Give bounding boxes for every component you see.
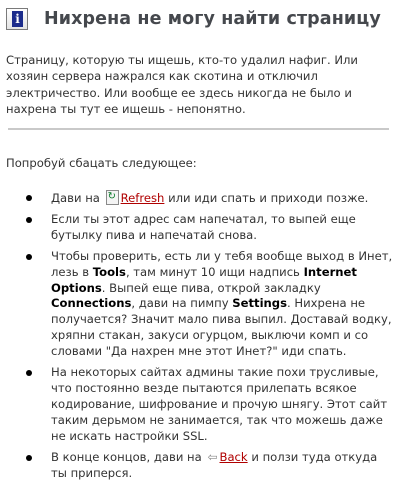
list-item: [26, 365, 394, 445]
button-name-settings: Settings: [232, 296, 287, 311]
item-text: , там минут 10 ищи надпись: [125, 264, 300, 279]
divider: [8, 128, 389, 130]
suggestions-title: Попробуй сбацать следующее:: [6, 156, 197, 170]
item-text: . Выпей еще пива, открой закладку: [101, 280, 321, 295]
item-text: , дави на пимпу: [131, 296, 229, 311]
bullet-icon: [26, 455, 32, 461]
back-arrow-icon: ⇦: [207, 449, 218, 464]
item-text: Дави на: [51, 191, 100, 205]
back-link[interactable]: Back: [219, 449, 248, 464]
refresh-icon: [106, 190, 119, 205]
list-item: [26, 212, 394, 244]
list-item: [26, 450, 394, 482]
refresh-link[interactable]: Refresh: [120, 191, 165, 205]
item-text: Чтобы проверить, есть ли у тебя вообще выход в Инет, лезь в: [51, 248, 393, 279]
bullet-icon: [26, 195, 32, 201]
item-text: . Нихрена не получается? Значит мало пива выпил. Доставай водку, хряпни стакан, закуси огурцом, выключи комп и со словами "Да нахрен мне этот Инет?" иди спать.: [51, 296, 392, 359]
menu-name-tools: Tools: [92, 264, 126, 279]
tab-name-connections: Connections: [51, 296, 132, 311]
bullet-icon: [26, 370, 32, 376]
info-icon: i: [6, 8, 28, 30]
page-title: Нихрена не могу найти страницу: [44, 9, 381, 29]
item-text: и ползи туда откуда ты приперся.: [51, 449, 378, 480]
intro-text: Страницу, которую ты ищешь, кто-то удалил нафиг. Или хозяин сервера нажрался как скотина и отключил электричество. Или вообще ее здесь никогда не было и нахрена ты тут ее ищешь - непонятно.: [6, 53, 358, 116]
suggestions-list: [26, 190, 394, 486]
item-text: Если ты этот адрес сам напечатал, то выпей еще бутылку пива и напечатай снова.: [51, 211, 356, 242]
menu-name-internet-options: Internet Options: [51, 264, 357, 295]
list-item: [26, 249, 394, 360]
item-text: или иди спать и приходи позже.: [168, 191, 369, 205]
bullet-icon: [26, 217, 32, 223]
item-text: В конце концов, дави на: [51, 449, 202, 464]
list-item: [26, 190, 394, 207]
page-header: [6, 4, 381, 34]
bullet-icon: [26, 254, 32, 260]
item-text: На некоторых сайтах админы такие похи трусливые, что постоянно везде пытаются прилепать всякое кодирование, шифрование и прочую шнягу. Этот сайт таким дерьмом не занимается, так что можешь даже не искать настройки SSL.: [51, 365, 388, 443]
